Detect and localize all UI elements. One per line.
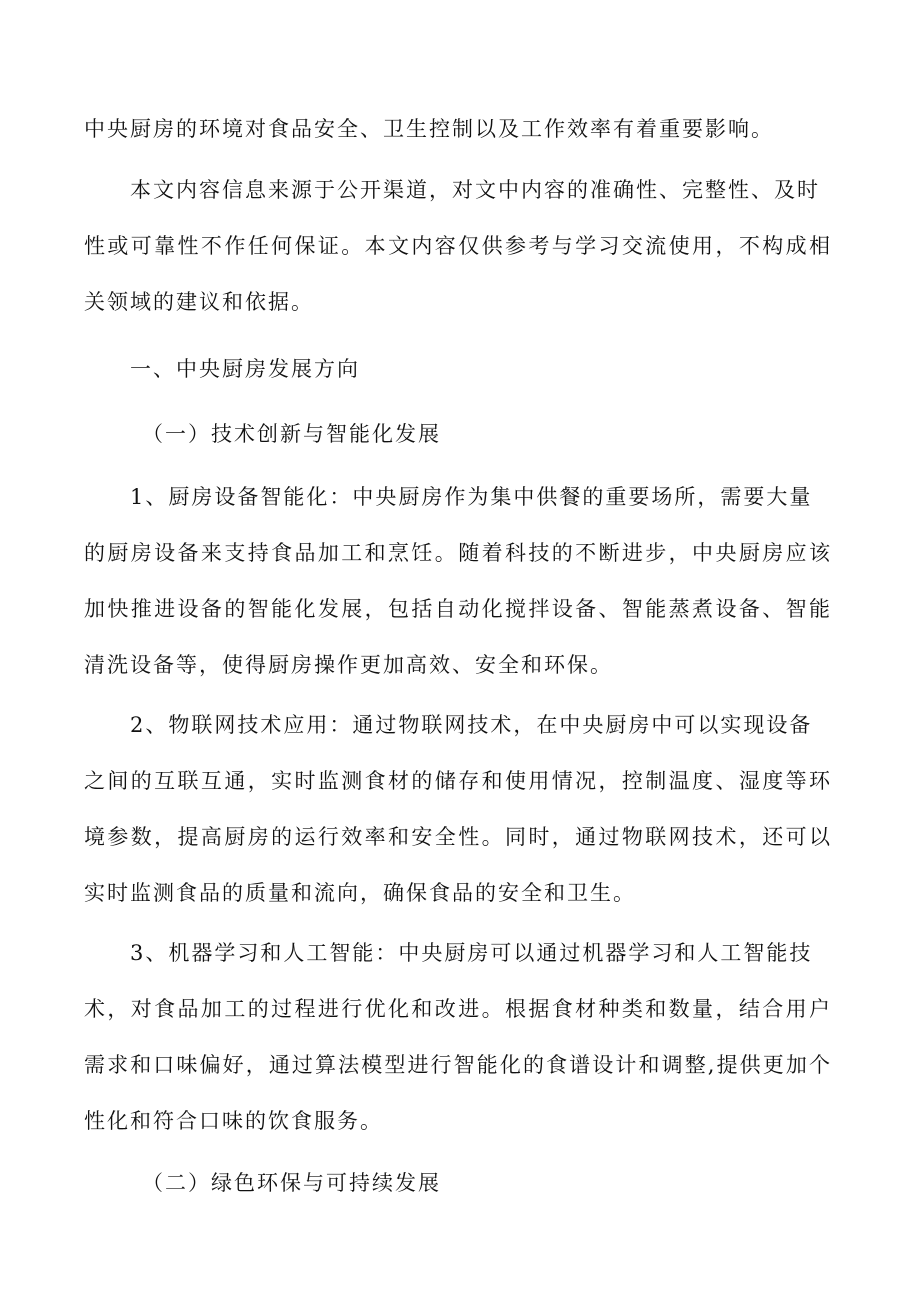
paragraph-line: 清洗设备等，使得厨房操作更加高效、安全和环保。 bbox=[84, 653, 613, 677]
paragraph-line: 需求和口味偏好，通过算法模型进行智能化的食谱设计和调整,提供更加个 bbox=[84, 1053, 832, 1077]
paragraph-line: 本文内容信息来源于公开渠道，对文中内容的准确性、完整性、及时 bbox=[130, 178, 820, 202]
paragraph-line: 性化和符合口味的饮食服务。 bbox=[84, 1109, 383, 1133]
section-heading: 一、中央厨房发展方向 bbox=[130, 357, 360, 381]
paragraph-line: 的厨房设备来支持食品加工和烹饪。随着科技的不断进步，中央厨房应该 bbox=[84, 541, 832, 565]
subsection-heading: （二）绿色环保与可持续发展 bbox=[142, 1171, 441, 1195]
paragraph-line: 关领域的建议和依据。 bbox=[84, 290, 314, 314]
paragraph-line: 中央厨房的环境对食品安全、卫生控制以及工作效率有着重要影响。 bbox=[84, 117, 774, 141]
paragraph-line: 术，对食品加工的过程进行优化和改进。根据食材种类和数量，结合用户 bbox=[84, 997, 832, 1021]
paragraph-line: 3、机器学习和人工智能：中央厨房可以通过机器学习和人工智能技 bbox=[130, 941, 813, 965]
paragraph-line: 性或可靠性不作任何保证。本文内容仅供参考与学习交流使用，不构成相 bbox=[84, 234, 832, 258]
subsection-heading: （一）技术创新与智能化发展 bbox=[142, 422, 441, 446]
paragraph-line: 加快推进设备的智能化发展，包括自动化搅拌设备、智能蒸煮设备、智能 bbox=[84, 597, 832, 621]
paragraph-line: 境参数，提高厨房的运行效率和安全性。同时，通过物联网技术，还可以 bbox=[84, 825, 832, 849]
paragraph-line: 之间的互联互通，实时监测食材的储存和使用情况，控制温度、湿度等环 bbox=[84, 769, 832, 793]
paragraph-line: 1、厨房设备智能化：中央厨房作为集中供餐的重要场所，需要大量 bbox=[130, 485, 813, 509]
intro-paragraph bbox=[84, 114, 774, 144]
paragraph-line: 实时监测食品的质量和流向，确保食品的安全和卫生。 bbox=[84, 881, 636, 905]
paragraph-line: 2、物联网技术应用：通过物联网技术，在中央厨房中可以实现设备 bbox=[130, 713, 813, 737]
